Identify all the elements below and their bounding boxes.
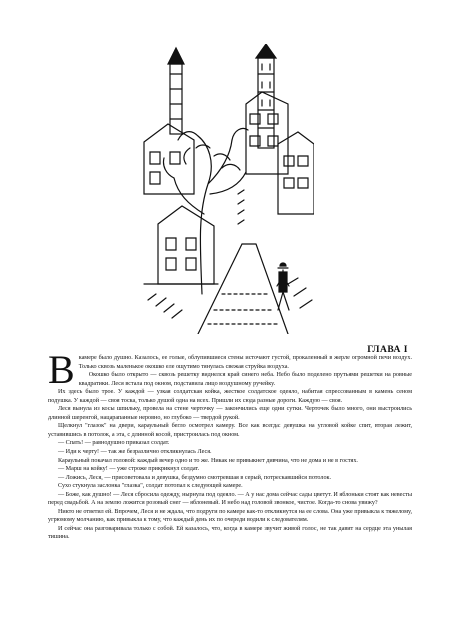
paragraph: Сухо стукнула заслонка "глазка", солдат потопал к следующей камере. (58, 483, 243, 490)
ink-illustration-street-icon (138, 44, 314, 334)
chapter-title: ГЛАВА I (367, 345, 408, 355)
paragraph: Щелкнул "глазок" на двери, караульный бегло осмотрел камеру. Все как всегда: девушка на угловой койке спит, вторая лежит, уставившись в потолок, а эта, с длинной косой, пристроилась под окном. (48, 423, 412, 438)
paragraph: Никто не ответил ей. Впрочем, Леся и не ждала, что подруги по камере как-то откликнутся на ее слова. Она уже привыкла к тяжелому, угрюмому молчанию, как привыкла к тому, что каждый день их по очереди водили к следователям. (48, 508, 412, 524)
paragraph: В камере было душно. Казалось, ее голые, облупившиеся стены источают густой, прокаленный в жерле огромной печи воздух. Только сквозь маленькое окошко еле ощутимо тянулась свежая струйка воздуха. (48, 347, 412, 392)
dialogue-line: — Спать! — равнодушно приказал солдат. (58, 440, 170, 447)
paragraph: Леся вынула из косы шпильку, провела на стене черточку — закончились еще одни сутки. Черточек было много, они выстроились длинной шеренгой, нацарапанные неровно, но глубоко — твердой рукой. (48, 406, 412, 421)
paragraph: И сейчас она разговаривала только с собой. Ей казалось, что, когда в камере звучит живой голос, не так давит на сердце эта унылая тишина. (48, 525, 412, 541)
paragraph: Их здесь было трое. У каждой — узкая солдатская койка, жесткое солдатское одеяло, набитая спрессованным в камень сеном подушка. У каждой — своя тоска, только душой одна на всех. Пришли их сюда разные дороги. Каждую — своя. (48, 389, 412, 404)
dialogue-line: — Боже, как душно! — Леся сбросила одежду, нырнула под одеяло. — А у нас дома сейчас сады цветут. И яблоньки стоят как невесты перед свадьбой. А на землю ложится розовый снег — яблоневый. И небо над головой звонкое, чистое. Когда-то снова увижу? (48, 491, 412, 507)
drop-cap: В (48, 347, 75, 392)
dialogue-line: — Иди к черту! — так же безразлично откликнулась Леся. (58, 449, 212, 456)
paragraph: Караульный покачал головой: каждый вечер одно и то же. Никак не привыкнет дивчина, что не дома и не в гостях. (58, 457, 358, 464)
dialogue-line: — Марш на койку! — уже строже прикрикнул солдат. (58, 466, 200, 473)
paragraph: Окошко было открыто — сквозь решетку виднелся край синего неба. Небо было поделено прутьями решетки на ровные квадратики. Леся встала под окном, подставила лицо воздушному ручейку. (78, 372, 412, 387)
dialogue-line: — Ложись, Леся, — присоветовала и девушка, бездумно смотревшая в серый, потрескавшийся потолок. (58, 474, 332, 481)
